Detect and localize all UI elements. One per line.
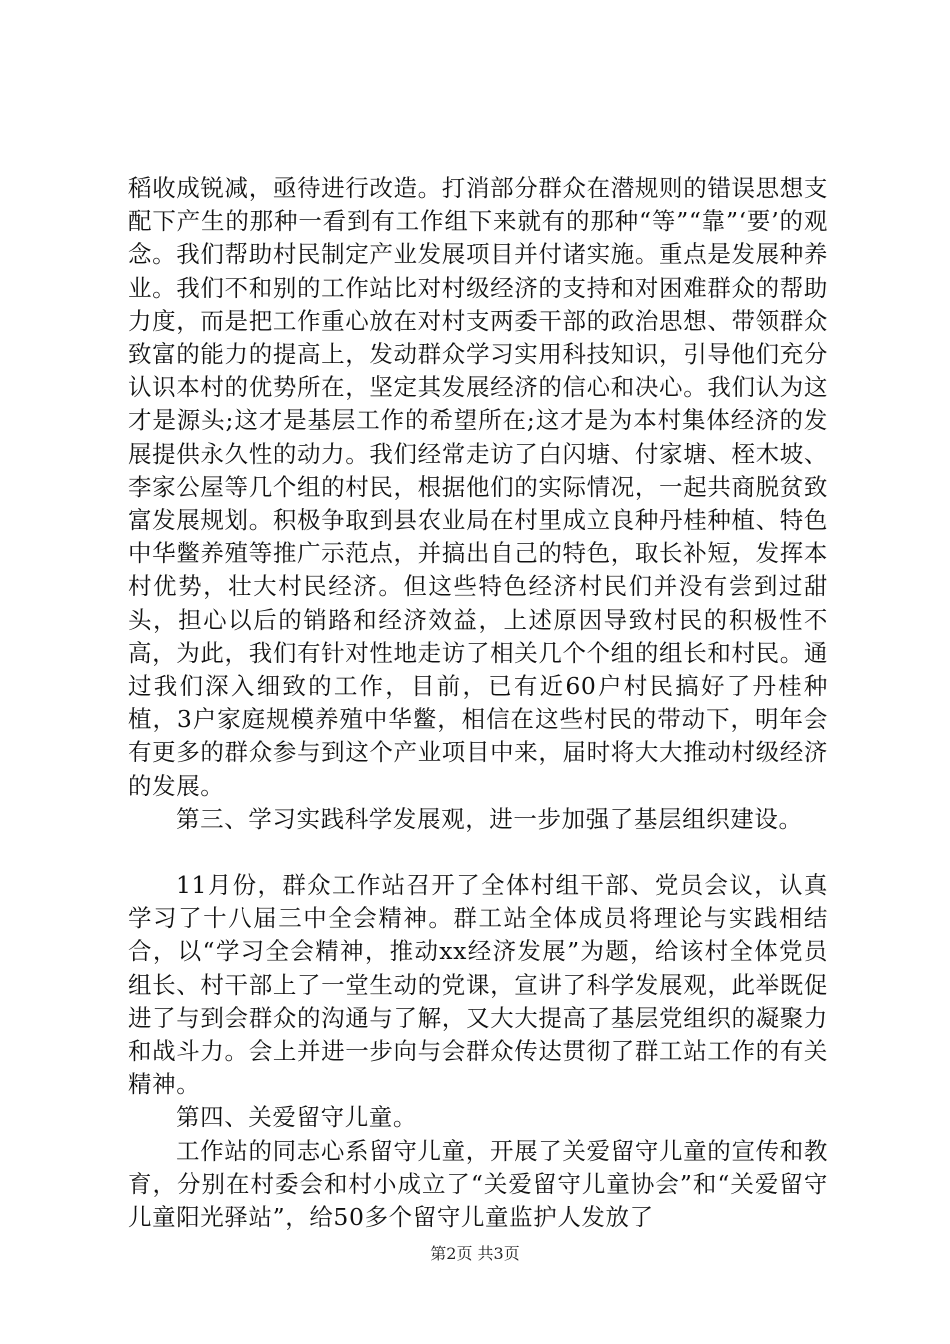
document-body (128, 172, 828, 1234)
paragraph-gap (128, 836, 828, 869)
page-footer: 第2页 共3页 (430, 1244, 520, 1263)
section-heading-3: 第三、学习实践科学发展观，进一步加强了基层组织建设。 (176, 804, 803, 833)
paragraph-3: 工作站的同志心系留守儿童，开展了关爱留守儿童的宣传和教育，分别在村委会和村小成立了“关爱留守儿童协会”和“关爱留守儿童阳光驿站”，给50多个留守儿童监护人发放了 (128, 1136, 828, 1232)
section-heading-4: 第四、关爱留守儿童。 (176, 1103, 417, 1132)
paragraph-2: 11月份，群众工作站召开了全体村组干部、党员会议，认真学习了十八届三中全会精神。群工站全体成员将理论与实践相结合，以“学习全会精神，推动xx经济发展”为题，给该村全体党员组长、村干部上了一堂生动的党课，宣讲了科学发展观，此举既促进了与到会群众的沟通与了解，又大大提高了基层党组织的凝聚力和战斗力。会上并进一步向与会群众传达贯彻了群工站工作的有关精神。 (128, 871, 828, 1099)
paragraph-1: 稻收成锐减，亟待进行改造。打消部分群众在潜规则的错误思想支配下产生的那种一看到有工作组下来就有的那种“等”“靠”‘要’的观念。我们帮助村民制定产业发展项目并付诸实施。重点是发展种养业。我们不和别的工作站比对村级经济的支持和对困难群众的帮助力度，而是把工作重心放在对村支两委干部的政治思想、带领群众致富的能力的提高上，发动群众学习实用科技知识，引导他们充分认识本村的优势所在，坚定其发展经济的信心和决心。我们认为这才是源头;这才是基层工作的希望所在;这才是为本村集体经济的发展提供永久性的动力。我们经常走访了白闪塘、付家塘、桎木坡、李家公屋等几个组的村民，根据他们的实际情况，一起共商脱贫致富发展规划。积极争取到县农业局在村里成立良种丹桂种植、特色中华鳖养殖等推广示范点，并搞出自己的特色，取长补短，发挥本村优势，壮大村民经济。但这些特色经济村民们并没有尝到过甜头，担心以后的销路和经济效益，上述原因导致村民的积极性不高，为此，我们有针对性地走访了相关几个个组的组长和村民。通过我们深入细致的工作，目前，已有近60户村民搞好了丹桂种植，3户家庭规模养殖中华鳖，相信在这些村民的带动下，明年会有更多的群众参与到这个产业项目中来，届时将大大推动村级经济的发展。 (128, 174, 828, 800)
